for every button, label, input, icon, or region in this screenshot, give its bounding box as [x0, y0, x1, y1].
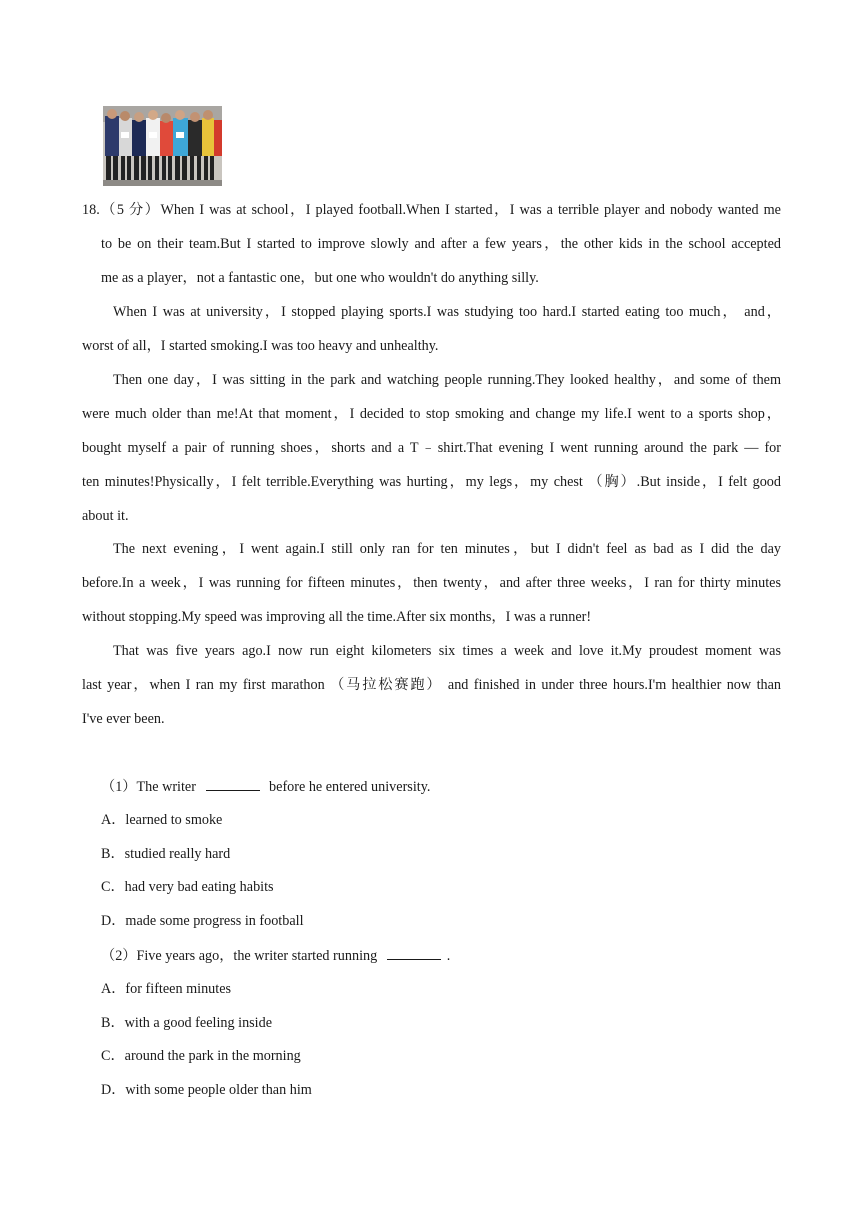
option-a[interactable]: A．learned to smoke [101, 812, 223, 828]
passage-line: were much older than me!At that moment，I decided to stop smoking and change my life.I went to a sports shop， [82, 406, 781, 422]
passage-line: worst of all，I started smoking.I was too heavy and unhealthy. [82, 338, 439, 354]
option-c[interactable]: C．around the park in the morning [101, 1048, 301, 1064]
stem-text: . [446, 948, 451, 964]
passage-line [82, 200, 781, 220]
passage-line: ten minutes!Physically，I felt terrible.Everything was hurting，my legs，my chest （胸）.But inside，I felt good [82, 474, 781, 490]
subquestion-1-stem [101, 776, 800, 796]
answer-blank [387, 945, 441, 960]
passage-text: When I was at school，I played football.When I started，I was a terrible player and nobody wanted me [160, 202, 781, 218]
passage-line: me as a player，not a fantastic one，but one who wouldn't do anything silly. [101, 270, 539, 286]
stem-text: （1）The writer [101, 779, 200, 795]
answer-blank [206, 776, 260, 791]
marathon-runners-photo [103, 106, 222, 186]
passage-line: Then one day，I was sitting in the park and watching people running.They looked healthy，and some of them [113, 372, 781, 388]
stem-text: before he entered university. [265, 779, 431, 795]
option-a[interactable]: A．for fifteen minutes [101, 981, 232, 997]
option-b[interactable]: B．studied really hard [101, 846, 231, 862]
option-d[interactable]: D．with some people older than him [101, 1082, 312, 1098]
passage-line: The next evening，I went again.I still only ran for ten minutes，but I didn't feel as bad as I did the day [113, 541, 781, 557]
option-d[interactable]: D．made some progress in football [101, 913, 304, 929]
passage-line: to be on their team.But I started to improve slowly and after a few years，the other kids in the school accepted [101, 236, 781, 252]
option-c[interactable]: C．had very bad eating habits [101, 879, 274, 895]
option-b[interactable]: B．with a good feeling inside [101, 1015, 273, 1031]
passage-line: without stopping.My speed was improving all the time.After six months，I was a runner! [82, 609, 592, 625]
passage-line: When I was at university，I stopped playing sports.I was studying too hard.I started eating too much， and， [113, 304, 781, 320]
passage-line: about it. [82, 508, 129, 524]
passage-line: last year，when I ran my first marathon （马拉松赛跑） and finished in under three hours.I'm healthier now than [82, 677, 781, 693]
subquestion-2-stem [101, 945, 800, 965]
passage-line: That was five years ago.I now run eight kilometers six times a week and love it.My proudest moment was [113, 643, 781, 659]
passage-line: bought myself a pair of running shoes，shorts and a T﹣shirt.That evening I went running around the park — for [82, 440, 781, 456]
question-number: 18.（5 分） [82, 202, 161, 218]
passage-line: before.In a week，I was running for fifteen minutes，then twenty，and after three weeks，I ran for thirty minutes [82, 575, 781, 591]
stem-text: （2）Five years ago，the writer started running [101, 948, 381, 964]
passage-line: I've ever been. [82, 711, 165, 727]
